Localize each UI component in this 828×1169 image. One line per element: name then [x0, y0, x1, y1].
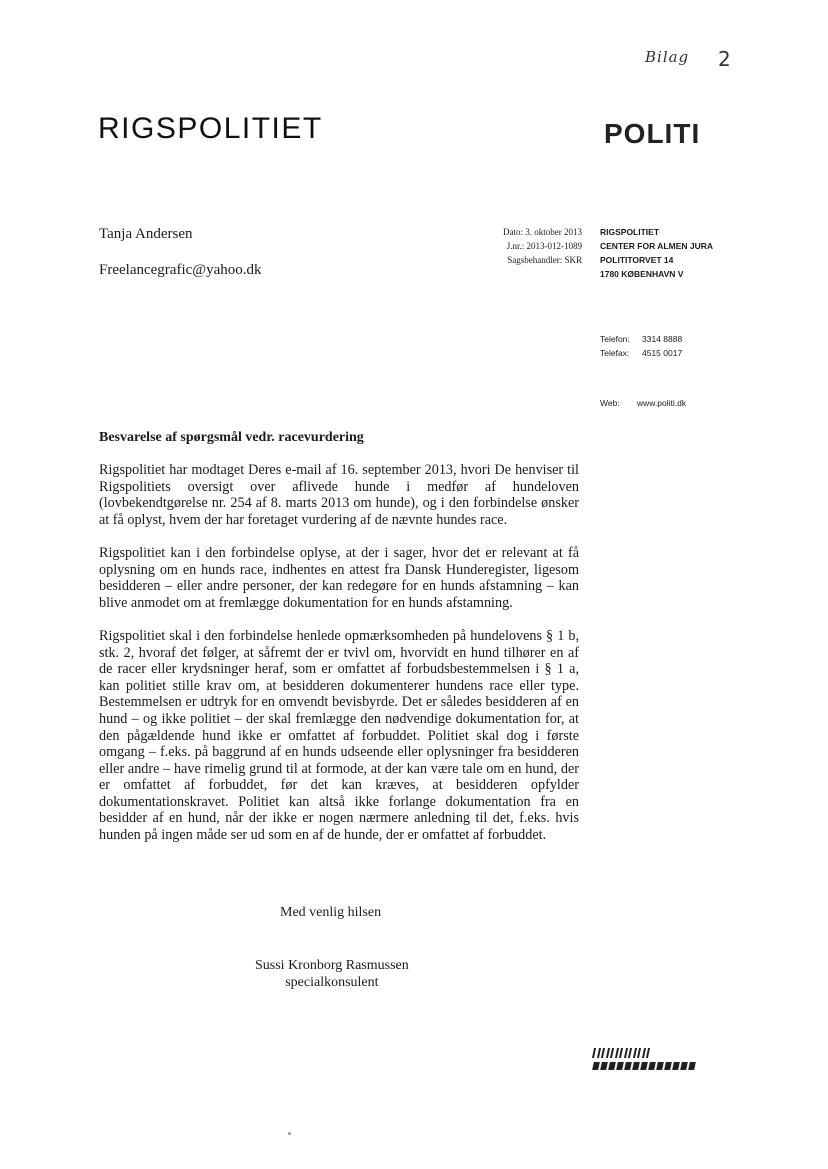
phone-value: 3314 8888 [642, 334, 683, 344]
signer-title: specialkonsulent [285, 975, 379, 990]
barcode-top-row [593, 1048, 694, 1058]
contact-block [600, 332, 682, 360]
signature-block [255, 957, 409, 991]
recipient-name: Tanja Andersen [99, 226, 193, 242]
letter-body [99, 462, 579, 860]
body-paragraph: Rigspolitiet kan i den forbindelse oplyse, at der i sager, hvor det er relevant at få oplysning om en hunds race, indhentes en attest fra Dansk Hunderegister, ligesom besidderen – eller andre personer, der kan redegøre for en hunds afstamning – kan blive anmodet om at fremlægge dokumentation for en hunds afstamning. [99, 544, 579, 611]
barcode-bottom-row [593, 1062, 694, 1070]
body-paragraph: Rigspolitiet skal i den forbindelse henlede opmærksomheden på hundelovens § 1 b, stk. 2, hvoraf det følger, at såfremt der er tvivl om, hvorvidt en hund tilhører en af de racer eller krydsninger heraf, som er omfattet af forbudsbestemmelsen i § 1 a, kan politiet stille krav om, at besidderen dokumenterer hundens race eller type. Bestemmelsen er udtryk for en omvendt bevisbyrde. Det er således besidderen af en hund – og ikke politiet – der skal fremlægge den nødvendige dokumentation for, at den pågældende hund ikke er omfattet af forbuddet. Politiet skal dog i første omgang – f.eks. på baggrund af en hunds udseende eller oplysninger fra besidderen eller andre – have rimelig grund til at formode, at der kan være tale om en hund, der er omfattet af forbuddet, før det kan kræves, at besidderen opfylder dokumentationskravet. Politiet kan altså ikke forlange dokumentation fra en besidder af en hund, når der ikke er nogen nærmere anledning til det, f.eks. hvis hunden på ingen måde ser ud som en af de hunde, der er omfattet af forbuddet. [99, 627, 579, 844]
phone-row [600, 332, 682, 346]
sender-org: RIGSPOLITIET [600, 227, 660, 237]
meta-date: Dato: 3. oktober 2013 [503, 227, 582, 237]
case-meta [478, 225, 582, 267]
fax-label: Telefax: [600, 348, 630, 358]
meta-journal: J.nr.: 2013-012-1089 [506, 241, 582, 251]
handwritten-annotation: Bilag [645, 48, 690, 66]
sender-address [600, 225, 713, 281]
fax-row [600, 346, 682, 360]
politi-logo: POLITI [604, 118, 701, 149]
sender-dept: CENTER FOR ALMEN JURA [600, 241, 714, 251]
sender-street: POLITITORVET 14 [600, 255, 674, 265]
recipient-block [99, 216, 262, 288]
letterhead-brand: RIGSPOLITIET [98, 112, 323, 145]
web-row [600, 398, 686, 408]
web-value: www.politi.dk [637, 398, 687, 408]
letter-subject: Besvarelse af spørgsmål vedr. racevurdering [99, 430, 364, 445]
fax-value: 4515 0017 [642, 348, 683, 358]
signer-name: Sussi Kronborg Rasmussen [255, 958, 409, 973]
phone-label: Telefon: [600, 334, 630, 344]
closing-greeting: Med venlig hilsen [280, 905, 382, 920]
meta-handler: Sagsbehandler: SKR [507, 255, 582, 265]
web-label: Web: [600, 398, 620, 408]
body-paragraph: Rigspolitiet har modtaget Deres e-mail af 16. september 2013, hvori De henviser til Rigspolitiets oversigt over aflivede hunde i medfør af hundeloven (lovbekendtgørelse nr. 254 af 8. marts 2013 om hunde), og i den forbindelse ønsker at få oplyst, hvem der har foretaget vurdering af de nævnte hundes race. [99, 462, 579, 528]
handwritten-annotation-number: 2 [718, 47, 731, 71]
sender-city: 1780 KØBENHAVN V [600, 269, 684, 279]
scan-speck [288, 1132, 291, 1135]
document-barcode [593, 1048, 694, 1070]
recipient-email: Freelancegrafic@yahoo.dk [99, 262, 262, 278]
